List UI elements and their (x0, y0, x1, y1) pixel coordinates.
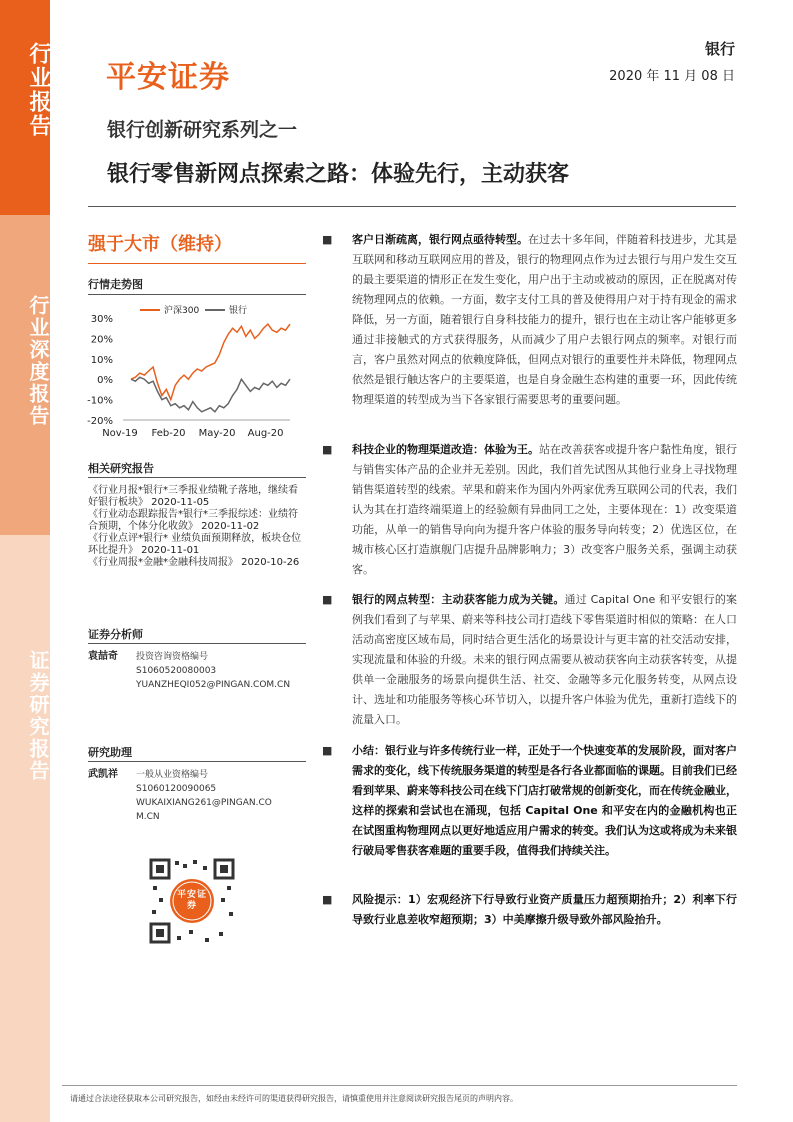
paragraph-summary: 小结：银行业与许多传统行业一样，正处于一个快速变革的发展阶段，面对客户需求的变化，线下传统服务渠道的转型是各行各业都面临的课题。目前我们已经看到苹果、蔚来等科技公司在线下门店打破常规的创新变化，而在传统金融业，这样的探索和尝试也在涌现，包括 Capital One 和平安在内的金融机构也正在试图重构物理网点以更好地适应用户需求的转变。我们认为这或将成为未来银行破局零售获客难题的重要手段，值得我们持续关注。 (352, 744, 737, 857)
assistant-section-title: 研究助理 (88, 746, 132, 759)
x-tick-label: May-20 (198, 428, 236, 439)
assistant-name: 武凯祥 (88, 769, 118, 780)
side-band-report (0, 0, 50, 215)
paragraph-1-head: 客户日渐疏离，银行网点亟待转型。 (352, 233, 528, 246)
paragraph-3-body: 通过 Capital One 和平安银行的案例我们看到了与苹果、蔚来等科技公司打造线下零售渠道时相似的策略：在人口活动高密度区域布局，同时结合更生活化的场景设计与更丰富的社交活动安排，实现流量和体验的升级。未来的银行网点需要从被动获客向主动获客转变，从提供单一金融服务的场景向提供生活、社交、金融等多元化服务转变，从网点设计、选址和功能服务等核心环节切入，以提升客户体验为优先，重新打造线下的流量入口。 (352, 593, 738, 726)
rating-label: 强于大市（维持） (88, 234, 232, 255)
x-tick-label: Nov-19 (102, 428, 138, 439)
x-tick-label: Aug-20 (247, 428, 284, 439)
assistant-block (88, 768, 303, 828)
paragraph-2 (352, 440, 737, 580)
company-logo: 平安证券 (106, 60, 230, 95)
chart-section-title: 行情走势图 (88, 278, 143, 291)
assistant-cert-number: S1060120090065 (136, 784, 217, 794)
market-trend-chart (85, 298, 307, 443)
related-title: 相关研究报告 (88, 462, 154, 475)
rating-divider (88, 263, 306, 264)
y-tick-label: -10% (87, 395, 113, 407)
analyst-cert-number: S1060520080003 (136, 666, 217, 676)
bullet-icon: ■ (322, 593, 333, 606)
analyst-cert-label: 投资咨询资格编号 (136, 652, 209, 662)
page-title: 银行零售新网点探索之路：体验先行，主动获客 (107, 162, 570, 187)
sector-label: 银行 (704, 40, 735, 58)
bullet-icon: ■ (322, 893, 333, 906)
paragraph-3 (352, 590, 737, 730)
series-line-沪深300 (131, 324, 290, 400)
paragraph-3-head: 银行的网点转型：主动获客能力成为关键。 (352, 593, 565, 606)
paragraph-2-head: 科技企业的物理渠道改造：体验为王。 (352, 443, 539, 456)
y-tick-label: -20% (87, 416, 113, 427)
y-tick-label: 0% (97, 375, 113, 387)
side-label-depth: 行业深度报告 (26, 295, 50, 427)
chart-divider (88, 294, 306, 295)
related-list (88, 485, 303, 569)
assistant-email[interactable]: WUKAIXIANG261@PINGAN.COM.CN (136, 798, 272, 822)
bullet-icon: ■ (322, 233, 333, 246)
paragraph-2-body: 站在改善获客或提升客户黏性角度，银行与销售实体产品的企业并无差别。因此，我们首先试图从其他行业身上寻找物理销售渠道转型的线索。苹果和蔚来作为国内外两家优秀互联网公司的代表，我们认为其在打造终端渠道上的经验颇有异曲同工之处，主要体现在：1）改变渠道功能，从单一的销售导向向为提升客户体验的服务导向转变；2）优选区位，在城市核心区打造旗舰门店提升品牌影响力；3）改变客户服务关系，强调主动获客。 (352, 443, 737, 576)
bullet-icon: ■ (322, 443, 333, 456)
analyst-name: 袁喆奇 (88, 651, 118, 662)
side-label-report: 行业报告 (26, 42, 51, 138)
analyst-section-title: 证券分析师 (88, 628, 143, 641)
analyst-divider (88, 643, 306, 644)
footer-divider (62, 1085, 737, 1086)
title-divider (88, 206, 736, 207)
report-date: 2020 年 11 月 08 日 (609, 69, 735, 84)
side-band-depth (0, 215, 50, 535)
paragraph-1 (352, 230, 737, 410)
related-item[interactable]: 《行业月报*银行*三季报业绩靴子落地，继续看好银行板块》 2020-11-05 (88, 485, 298, 508)
bullet-icon: ■ (322, 744, 333, 757)
related-divider (88, 477, 306, 478)
assistant-cert-label: 一般从业资格编号 (136, 770, 209, 780)
x-tick-label: Feb-20 (151, 428, 186, 439)
analyst-email[interactable]: YUANZHEQI052@PINGAN.COM.CN (136, 680, 291, 690)
side-band-research (0, 535, 50, 1122)
related-item[interactable]: 《行业动态跟踪报告*银行*三季报综述：业绩符合预期，个体分化收敛》 2020-11-02 (88, 509, 298, 532)
analyst-block (88, 650, 303, 695)
paragraph-risk: 风险提示：1）宏观经济下行导致行业资产质量压力超预期抬升；2）利率下行导致行业息差收窄超预期；3）中美摩擦升级导致外部风险抬升。 (352, 893, 737, 926)
series-title: 银行创新研究系列之一 (107, 119, 298, 141)
legend-label: 银行 (229, 306, 248, 316)
y-tick-label: 20% (90, 334, 113, 346)
footer-disclaimer: 请通过合法途径获取本公司研究报告，如经由未经许可的渠道获得研究报告，请慎重使用并注意阅读研究报告尾页的声明内容。 (70, 1094, 518, 1103)
paragraph-1-body: 在过去十多年间，伴随着科技进步，尤其是互联网和移动互联网应用的普及，银行的物理网点作为过去银行与用户发生交互的最主要渠道的情形正在发生变化，用户出于主动或被动的原因，正在脱离对传统物理网点的依赖。一方面，数字支付工具的普及使得用户对于持有现金的需求降低，另一方面，随着银行自身科技能力的提升，银行也在主动让客户能够更多通过非接触式的方式获得服务，从而减少了用户去银行网点的频率。对银行而言，客户虽然对网点的依赖度降低，但网点对银行的重要性并未降低，物理网点依然是银行触达客户的主要渠道，也是自身金融生态构建的重要一环，因此传统物理渠道的转型成为当下各家银行需要思考的重要问题。 (352, 233, 737, 406)
y-tick-label: 10% (90, 354, 113, 366)
y-tick-label: 30% (90, 314, 113, 325)
assistant-divider (88, 761, 306, 762)
qr-center-label: 平安证券 (176, 890, 207, 911)
legend-label: 沪深300 (164, 306, 200, 316)
side-label-research: 证券研究报告 (26, 650, 50, 782)
series-line-银行 (131, 377, 290, 412)
related-item[interactable]: 《行业点评*银行* 业绩负面预期释放，板块仓位环比提升》 2020-11-01 (88, 533, 302, 556)
related-item[interactable]: 《行业周报*金融*金融科技周报》 2020-10-26 (88, 557, 300, 568)
